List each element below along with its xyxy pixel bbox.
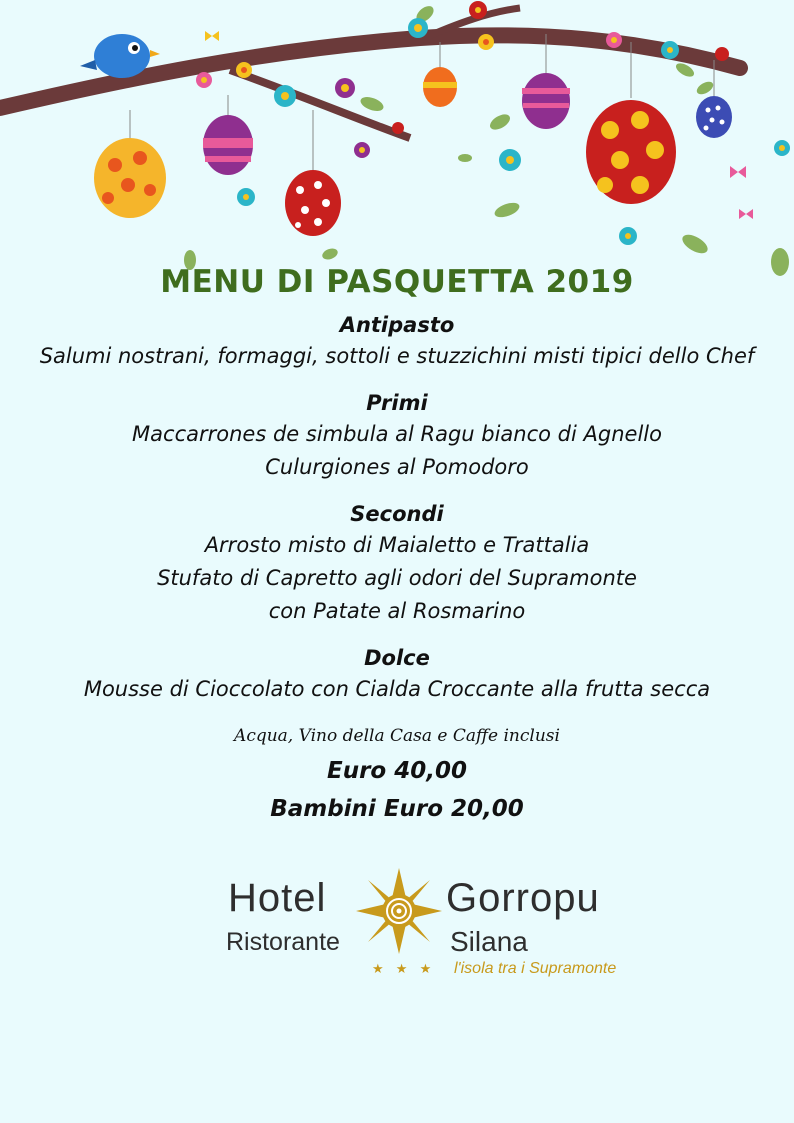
logo-word-ristorante: Ristorante <box>226 928 340 956</box>
menu-item: Salumi nostrani, formaggi, sottoli e stuzzichini misti tipici dello Chef <box>39 344 755 368</box>
section-heading-antipasto: Antipasto <box>339 313 455 337</box>
easter-egg-icon <box>94 138 166 218</box>
section-heading-dolce: Dolce <box>364 646 430 670</box>
logo-word-gorropu: Gorropu <box>446 876 600 920</box>
price-child: Bambini Euro 20,00 <box>270 796 524 822</box>
easter-egg-icon <box>586 100 676 204</box>
menu-content <box>0 262 794 828</box>
easter-egg-icon <box>203 115 253 175</box>
price-adult: Euro 40,00 <box>327 758 467 784</box>
menu-item: Culurgiones al Pomodoro <box>265 455 529 479</box>
logo-word-hotel: Hotel <box>228 876 327 920</box>
sun-spiral-icon <box>356 868 442 954</box>
menu-item: Arrosto misto di Maialetto e Trattalia <box>204 533 590 557</box>
logo-tagline: l'isola tra i Supramonte <box>454 960 617 977</box>
easter-egg-icon <box>285 170 341 236</box>
easter-egg-icon <box>423 67 457 107</box>
section-heading-secondi: Secondi <box>350 502 444 526</box>
menu-item: Stufato di Capretto agli odori del Supramonte <box>157 566 637 590</box>
menu-title: MENU DI PASQUETTA 2019 <box>160 264 634 300</box>
easter-branch-illustration <box>0 0 794 290</box>
easter-egg-icon <box>696 96 732 138</box>
section-heading-primi: Primi <box>366 391 428 415</box>
hotel-logo <box>222 866 642 986</box>
logo-stars: ★ ★ ★ <box>372 962 436 977</box>
easter-egg-icon <box>522 73 570 129</box>
tree-branch-twig <box>230 70 410 138</box>
menu-item: con Patate al Rosmarino <box>268 599 526 623</box>
menu-item: Mousse di Cioccolato con Cialda Croccante alla frutta secca <box>83 677 711 701</box>
logo-word-silana: Silana <box>450 926 528 957</box>
included-note: Acqua, Vino della Casa e Caffe inclusi <box>234 726 560 746</box>
menu-item: Maccarrones de simbula al Ragu bianco di Agnello <box>132 422 662 446</box>
